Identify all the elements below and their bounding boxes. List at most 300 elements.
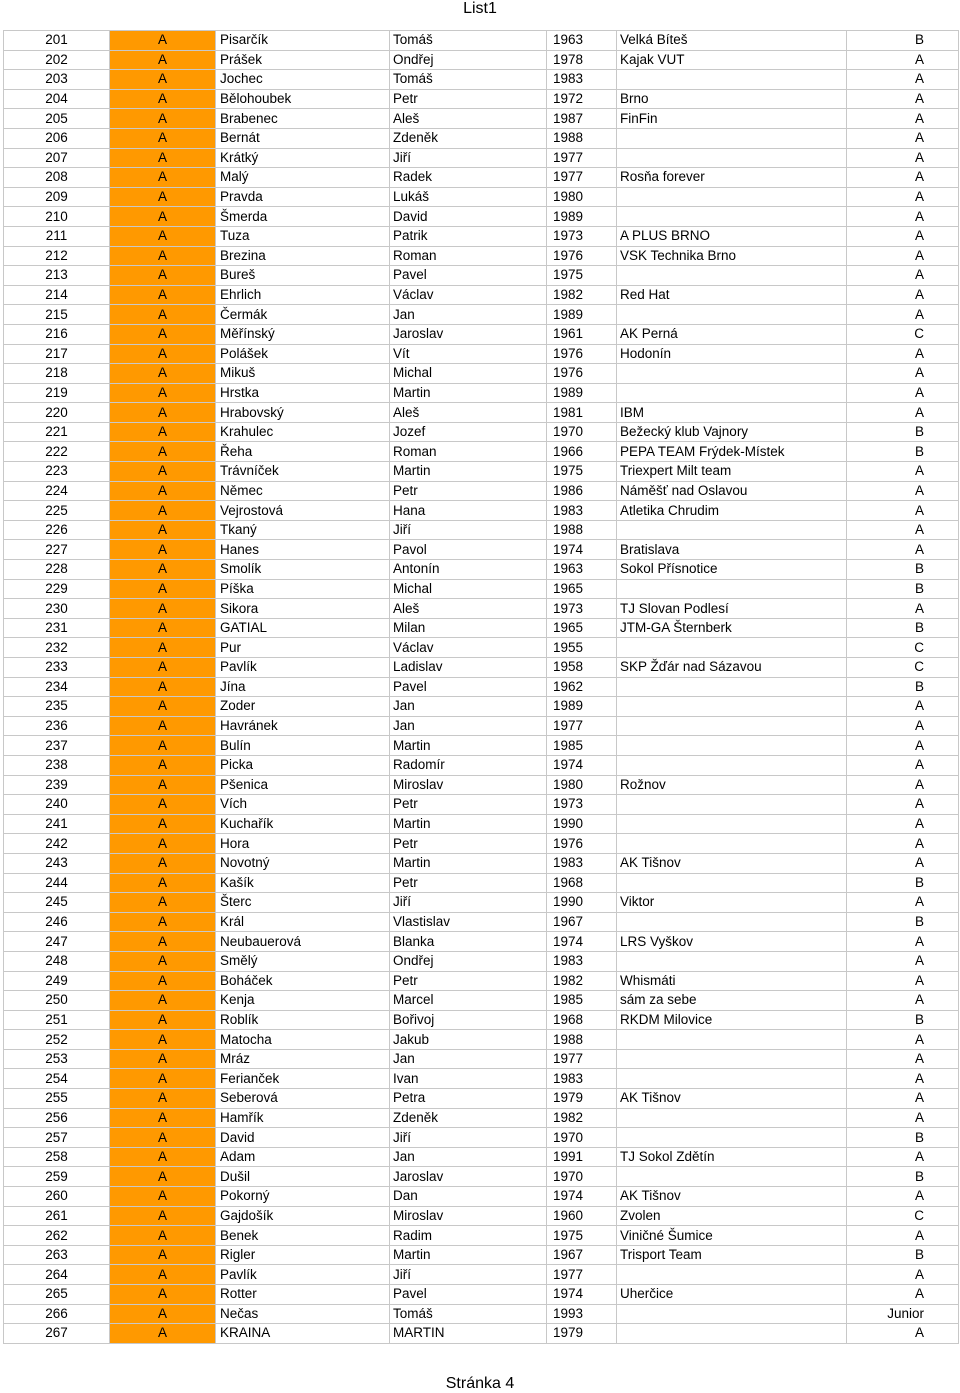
- club-cell: [617, 187, 847, 207]
- birth-year-cell: 1974: [547, 755, 617, 775]
- surname-cell: Pisarčík: [216, 31, 390, 51]
- firstname-cell: Jaroslav: [390, 324, 547, 344]
- table-row: [4, 70, 959, 90]
- surname-cell: Tkaný: [216, 520, 390, 540]
- category-cell: A: [110, 501, 216, 521]
- result-class-cell: A: [847, 501, 959, 521]
- club-cell: [617, 677, 847, 697]
- result-class-cell: A: [847, 991, 959, 1011]
- surname-cell: Neubauerová: [216, 932, 390, 952]
- result-class-cell: A: [847, 226, 959, 246]
- birth-year-cell: 1980: [547, 187, 617, 207]
- birth-year-cell: 1963: [547, 560, 617, 580]
- surname-cell: Hamřík: [216, 1108, 390, 1128]
- firstname-cell: Roman: [390, 442, 547, 462]
- club-cell: [617, 716, 847, 736]
- club-cell: Whismáti: [617, 971, 847, 991]
- birth-year-cell: 1979: [547, 1324, 617, 1344]
- category-cell: A: [110, 1167, 216, 1187]
- birth-year-cell: 1983: [547, 70, 617, 90]
- start-number-cell: 238: [4, 755, 110, 775]
- birth-year-cell: 1977: [547, 168, 617, 188]
- surname-cell: David: [216, 1128, 390, 1148]
- start-number-cell: 208: [4, 168, 110, 188]
- result-class-cell: A: [847, 383, 959, 403]
- category-cell: A: [110, 1304, 216, 1324]
- club-cell: [617, 1069, 847, 1089]
- result-class-cell: A: [847, 1324, 959, 1344]
- birth-year-cell: 1961: [547, 324, 617, 344]
- category-cell: A: [110, 520, 216, 540]
- result-class-cell: B: [847, 1128, 959, 1148]
- category-cell: A: [110, 736, 216, 756]
- category-cell: A: [110, 246, 216, 266]
- birth-year-cell: 1989: [547, 305, 617, 325]
- table-row: [4, 462, 959, 482]
- surname-cell: Hrstka: [216, 383, 390, 403]
- start-number-cell: 240: [4, 795, 110, 815]
- category-cell: A: [110, 677, 216, 697]
- firstname-cell: Vlastislav: [390, 912, 547, 932]
- table-row: [4, 991, 959, 1011]
- birth-year-cell: 1974: [547, 1285, 617, 1305]
- category-cell: A: [110, 305, 216, 325]
- result-class-cell: A: [847, 1265, 959, 1285]
- birth-year-cell: 1987: [547, 109, 617, 129]
- result-class-cell: A: [847, 305, 959, 325]
- start-number-cell: 222: [4, 442, 110, 462]
- club-cell: Atletika Chrudim: [617, 501, 847, 521]
- start-number-cell: 204: [4, 89, 110, 109]
- club-cell: Bežecký klub Vajnory: [617, 422, 847, 442]
- category-cell: A: [110, 834, 216, 854]
- club-cell: [617, 834, 847, 854]
- birth-year-cell: 1990: [547, 814, 617, 834]
- surname-cell: Havránek: [216, 716, 390, 736]
- surname-cell: Matocha: [216, 1030, 390, 1050]
- start-number-cell: 202: [4, 50, 110, 70]
- surname-cell: Měřínský: [216, 324, 390, 344]
- table-row: [4, 1304, 959, 1324]
- surname-cell: Pavlík: [216, 1265, 390, 1285]
- table-row: [4, 736, 959, 756]
- start-number-cell: 256: [4, 1108, 110, 1128]
- firstname-cell: Jan: [390, 305, 547, 325]
- club-cell: [617, 148, 847, 168]
- category-cell: A: [110, 70, 216, 90]
- start-number-cell: 223: [4, 462, 110, 482]
- birth-year-cell: 1982: [547, 971, 617, 991]
- firstname-cell: Antonín: [390, 560, 547, 580]
- result-class-cell: B: [847, 873, 959, 893]
- club-cell: PEPA TEAM Frýdek-Místek: [617, 442, 847, 462]
- firstname-cell: Hana: [390, 501, 547, 521]
- start-number-cell: 236: [4, 716, 110, 736]
- firstname-cell: Bořivoj: [390, 1010, 547, 1030]
- start-number-cell: 224: [4, 481, 110, 501]
- surname-cell: Šmerda: [216, 207, 390, 227]
- surname-cell: Bureš: [216, 266, 390, 286]
- table-row: [4, 932, 959, 952]
- firstname-cell: Jozef: [390, 422, 547, 442]
- table-row: [4, 1069, 959, 1089]
- result-class-cell: A: [847, 109, 959, 129]
- start-number-cell: 213: [4, 266, 110, 286]
- category-cell: A: [110, 618, 216, 638]
- firstname-cell: Michal: [390, 579, 547, 599]
- start-number-cell: 234: [4, 677, 110, 697]
- start-number-cell: 265: [4, 1285, 110, 1305]
- result-class-cell: C: [847, 638, 959, 658]
- club-cell: Hodonín: [617, 344, 847, 364]
- start-number-cell: 230: [4, 599, 110, 619]
- birth-year-cell: 1985: [547, 991, 617, 1011]
- category-cell: A: [110, 1010, 216, 1030]
- table-row: [4, 148, 959, 168]
- result-class-cell: C: [847, 324, 959, 344]
- start-number-cell: 254: [4, 1069, 110, 1089]
- club-cell: [617, 1128, 847, 1148]
- table-row: [4, 246, 959, 266]
- start-number-cell: 212: [4, 246, 110, 266]
- table-row: [4, 893, 959, 913]
- result-class-cell: B: [847, 1167, 959, 1187]
- birth-year-cell: 1983: [547, 1069, 617, 1089]
- table-row: [4, 266, 959, 286]
- club-cell: Rožnov: [617, 775, 847, 795]
- result-class-cell: A: [847, 207, 959, 227]
- firstname-cell: Jan: [390, 716, 547, 736]
- birth-year-cell: 1977: [547, 716, 617, 736]
- birth-year-cell: 1985: [547, 736, 617, 756]
- result-class-cell: A: [847, 403, 959, 423]
- club-cell: [617, 1108, 847, 1128]
- birth-year-cell: 1974: [547, 1187, 617, 1207]
- birth-year-cell: 1988: [547, 1030, 617, 1050]
- start-number-cell: 257: [4, 1128, 110, 1148]
- birth-year-cell: 1983: [547, 501, 617, 521]
- club-cell: [617, 912, 847, 932]
- start-number-cell: 219: [4, 383, 110, 403]
- firstname-cell: Petr: [390, 795, 547, 815]
- club-cell: SKP Žďár nad Sázavou: [617, 658, 847, 678]
- result-class-cell: A: [847, 481, 959, 501]
- category-cell: A: [110, 481, 216, 501]
- start-number-cell: 243: [4, 853, 110, 873]
- category-cell: A: [110, 814, 216, 834]
- firstname-cell: Ivan: [390, 1069, 547, 1089]
- birth-year-cell: 1977: [547, 148, 617, 168]
- result-class-cell: A: [847, 932, 959, 952]
- category-cell: A: [110, 951, 216, 971]
- firstname-cell: Jan: [390, 697, 547, 717]
- birth-year-cell: 1962: [547, 677, 617, 697]
- start-number-cell: 242: [4, 834, 110, 854]
- category-cell: A: [110, 1147, 216, 1167]
- table-row: [4, 658, 959, 678]
- club-cell: [617, 383, 847, 403]
- club-cell: TJ Slovan Podlesí: [617, 599, 847, 619]
- club-cell: [617, 1167, 847, 1187]
- surname-cell: Vejrostová: [216, 501, 390, 521]
- result-class-cell: A: [847, 1226, 959, 1246]
- surname-cell: Smělý: [216, 951, 390, 971]
- result-class-cell: A: [847, 540, 959, 560]
- firstname-cell: Roman: [390, 246, 547, 266]
- club-cell: Red Hat: [617, 285, 847, 305]
- surname-cell: Polášek: [216, 344, 390, 364]
- firstname-cell: Petr: [390, 971, 547, 991]
- surname-cell: Bulín: [216, 736, 390, 756]
- result-class-cell: A: [847, 50, 959, 70]
- start-number-cell: 264: [4, 1265, 110, 1285]
- start-number-cell: 201: [4, 31, 110, 51]
- category-cell: A: [110, 1206, 216, 1226]
- surname-cell: Ehrlich: [216, 285, 390, 305]
- category-cell: A: [110, 383, 216, 403]
- surname-cell: Hrabovský: [216, 403, 390, 423]
- surname-cell: Řeha: [216, 442, 390, 462]
- category-cell: A: [110, 187, 216, 207]
- result-class-cell: A: [847, 1030, 959, 1050]
- category-cell: A: [110, 266, 216, 286]
- club-cell: [617, 736, 847, 756]
- surname-cell: Krahulec: [216, 422, 390, 442]
- start-number-cell: 235: [4, 697, 110, 717]
- club-cell: [617, 1049, 847, 1069]
- category-cell: A: [110, 716, 216, 736]
- birth-year-cell: 1974: [547, 540, 617, 560]
- firstname-cell: Radek: [390, 168, 547, 188]
- category-cell: A: [110, 1285, 216, 1305]
- category-cell: A: [110, 638, 216, 658]
- result-class-cell: A: [847, 951, 959, 971]
- start-number-cell: 255: [4, 1089, 110, 1109]
- table-row: [4, 31, 959, 51]
- surname-cell: Píška: [216, 579, 390, 599]
- table-row: [4, 50, 959, 70]
- surname-cell: Sikora: [216, 599, 390, 619]
- category-cell: A: [110, 971, 216, 991]
- result-class-cell: B: [847, 1010, 959, 1030]
- category-cell: A: [110, 540, 216, 560]
- result-class-cell: A: [847, 344, 959, 364]
- surname-cell: Seberová: [216, 1089, 390, 1109]
- club-cell: TJ Sokol Zdětín: [617, 1147, 847, 1167]
- firstname-cell: Jiří: [390, 148, 547, 168]
- category-cell: A: [110, 893, 216, 913]
- club-cell: [617, 1324, 847, 1344]
- start-number-cell: 260: [4, 1187, 110, 1207]
- start-number-cell: 220: [4, 403, 110, 423]
- result-class-cell: A: [847, 814, 959, 834]
- club-cell: Náměšť nad Oslavou: [617, 481, 847, 501]
- club-cell: [617, 305, 847, 325]
- result-class-cell: A: [847, 716, 959, 736]
- category-cell: A: [110, 991, 216, 1011]
- category-cell: A: [110, 599, 216, 619]
- table-row: [4, 540, 959, 560]
- table-row: [4, 834, 959, 854]
- firstname-cell: Martin: [390, 462, 547, 482]
- category-cell: A: [110, 1187, 216, 1207]
- club-cell: Rosňa forever: [617, 168, 847, 188]
- start-number-cell: 209: [4, 187, 110, 207]
- table-row: [4, 1187, 959, 1207]
- firstname-cell: Jiří: [390, 1128, 547, 1148]
- firstname-cell: Vít: [390, 344, 547, 364]
- firstname-cell: Pavol: [390, 540, 547, 560]
- surname-cell: Kuchařík: [216, 814, 390, 834]
- surname-cell: Adam: [216, 1147, 390, 1167]
- firstname-cell: Jan: [390, 1049, 547, 1069]
- firstname-cell: Ondřej: [390, 50, 547, 70]
- firstname-cell: Jiří: [390, 893, 547, 913]
- surname-cell: Jochec: [216, 70, 390, 90]
- firstname-cell: Aleš: [390, 109, 547, 129]
- surname-cell: Bernát: [216, 128, 390, 148]
- category-cell: A: [110, 1265, 216, 1285]
- club-cell: [617, 1265, 847, 1285]
- club-cell: [617, 795, 847, 815]
- firstname-cell: Jiří: [390, 520, 547, 540]
- table-row: [4, 109, 959, 129]
- results-table: [3, 30, 959, 1344]
- firstname-cell: Pavel: [390, 266, 547, 286]
- firstname-cell: Tomáš: [390, 70, 547, 90]
- club-cell: [617, 814, 847, 834]
- surname-cell: KRAINA: [216, 1324, 390, 1344]
- start-number-cell: 249: [4, 971, 110, 991]
- start-number-cell: 237: [4, 736, 110, 756]
- result-class-cell: A: [847, 285, 959, 305]
- start-number-cell: 215: [4, 305, 110, 325]
- club-cell: AK Tišnov: [617, 853, 847, 873]
- start-number-cell: 246: [4, 912, 110, 932]
- category-cell: A: [110, 226, 216, 246]
- start-number-cell: 205: [4, 109, 110, 129]
- table-row: [4, 168, 959, 188]
- start-number-cell: 248: [4, 951, 110, 971]
- table-row: [4, 677, 959, 697]
- start-number-cell: 266: [4, 1304, 110, 1324]
- firstname-cell: Zdeněk: [390, 128, 547, 148]
- start-number-cell: 258: [4, 1147, 110, 1167]
- surname-cell: Bělohoubek: [216, 89, 390, 109]
- result-class-cell: A: [847, 1147, 959, 1167]
- result-class-cell: A: [847, 755, 959, 775]
- start-number-cell: 203: [4, 70, 110, 90]
- birth-year-cell: 1988: [547, 520, 617, 540]
- firstname-cell: Jan: [390, 1147, 547, 1167]
- surname-cell: Benek: [216, 1226, 390, 1246]
- birth-year-cell: 1990: [547, 893, 617, 913]
- table-row: [4, 422, 959, 442]
- result-class-cell: B: [847, 442, 959, 462]
- firstname-cell: Dan: [390, 1187, 547, 1207]
- firstname-cell: David: [390, 207, 547, 227]
- table-row: [4, 1226, 959, 1246]
- table-row: [4, 912, 959, 932]
- table-row: [4, 971, 959, 991]
- table-row: [4, 187, 959, 207]
- result-class-cell: A: [847, 697, 959, 717]
- surname-cell: Hora: [216, 834, 390, 854]
- club-cell: RKDM Milovice: [617, 1010, 847, 1030]
- table-row: [4, 1089, 959, 1109]
- table-row: [4, 1285, 959, 1305]
- club-cell: Uherčice: [617, 1285, 847, 1305]
- table-row: [4, 1167, 959, 1187]
- birth-year-cell: 1968: [547, 873, 617, 893]
- club-cell: [617, 755, 847, 775]
- result-class-cell: A: [847, 1089, 959, 1109]
- start-number-cell: 245: [4, 893, 110, 913]
- firstname-cell: Martin: [390, 814, 547, 834]
- category-cell: A: [110, 31, 216, 51]
- birth-year-cell: 1973: [547, 795, 617, 815]
- table-row: [4, 1030, 959, 1050]
- table-row: [4, 481, 959, 501]
- birth-year-cell: 1978: [547, 50, 617, 70]
- table-row: [4, 305, 959, 325]
- birth-year-cell: 1982: [547, 285, 617, 305]
- category-cell: A: [110, 873, 216, 893]
- category-cell: A: [110, 1069, 216, 1089]
- birth-year-cell: 1972: [547, 89, 617, 109]
- birth-year-cell: 1965: [547, 579, 617, 599]
- birth-year-cell: 1976: [547, 834, 617, 854]
- club-cell: IBM: [617, 403, 847, 423]
- firstname-cell: Ladislav: [390, 658, 547, 678]
- result-class-cell: A: [847, 1049, 959, 1069]
- start-number-cell: 252: [4, 1030, 110, 1050]
- start-number-cell: 206: [4, 128, 110, 148]
- club-cell: [617, 364, 847, 384]
- club-cell: [617, 638, 847, 658]
- club-cell: Bratislava: [617, 540, 847, 560]
- club-cell: [617, 70, 847, 90]
- table-row: [4, 638, 959, 658]
- club-cell: [617, 207, 847, 227]
- firstname-cell: Jiří: [390, 1265, 547, 1285]
- category-cell: A: [110, 109, 216, 129]
- table-row: [4, 128, 959, 148]
- category-cell: A: [110, 560, 216, 580]
- result-class-cell: A: [847, 853, 959, 873]
- category-cell: A: [110, 148, 216, 168]
- birth-year-cell: 1970: [547, 422, 617, 442]
- table-row: [4, 1147, 959, 1167]
- birth-year-cell: 1967: [547, 1245, 617, 1265]
- table-row: [4, 1108, 959, 1128]
- result-class-cell: Junior: [847, 1304, 959, 1324]
- table-row: [4, 520, 959, 540]
- start-number-cell: 259: [4, 1167, 110, 1187]
- birth-year-cell: 1958: [547, 658, 617, 678]
- result-class-cell: A: [847, 775, 959, 795]
- table-row: [4, 853, 959, 873]
- start-number-cell: 253: [4, 1049, 110, 1069]
- category-cell: A: [110, 422, 216, 442]
- table-row: [4, 716, 959, 736]
- table-row: [4, 364, 959, 384]
- firstname-cell: Martin: [390, 1245, 547, 1265]
- result-class-cell: A: [847, 971, 959, 991]
- firstname-cell: Miroslav: [390, 775, 547, 795]
- category-cell: A: [110, 1245, 216, 1265]
- surname-cell: Prášek: [216, 50, 390, 70]
